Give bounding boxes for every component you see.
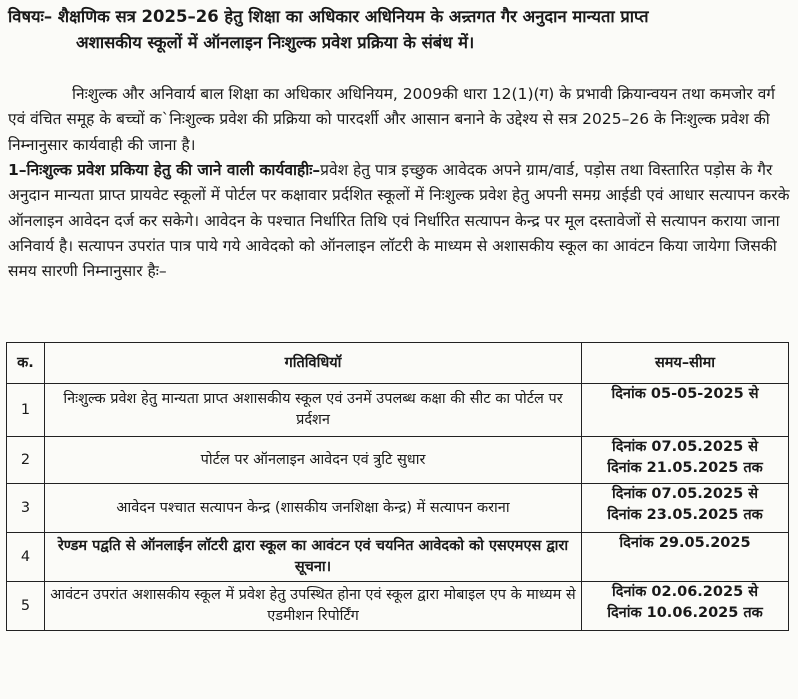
- row-activity: पोर्टल पर ऑनलाइन आवेदन एवं त्रुटि सुधार: [45, 437, 582, 484]
- row-time-end: दिनांक 23.05.2025 तक: [607, 507, 763, 523]
- row-time: [582, 582, 789, 631]
- table-row: [7, 437, 789, 484]
- row-time-start: दिनांक 07.05.2025 से: [611, 439, 759, 455]
- table-row: [7, 384, 789, 437]
- intro-paragraph: [8, 82, 790, 158]
- row-time: [582, 484, 789, 533]
- header-time-limit: समय–सीमा: [582, 343, 789, 384]
- table-header-row: [7, 343, 789, 384]
- table-row: [7, 582, 789, 631]
- row-time-start: दिनांक 07.05.2025 से: [611, 486, 759, 502]
- row-time-start: दिनांक 02.06.2025 से: [611, 584, 759, 600]
- row-time-start: दिनांक 29.05.2025: [619, 535, 751, 551]
- subject-heading: [8, 4, 788, 56]
- table-row: [7, 533, 789, 582]
- intro-text: निःशुल्क और अनिवार्य बाल शिक्षा का अधिकार अधिनियम, 2009की धारा 12(1)(ग) के प्रभावी क्रियान्वयन तथा कमजोर वर्ग एवं वंचित समूह के बच्चों क`निःशुल्क प्रवेश की प्रक्रिया को पारदर्शी और आसान बनाने के उद्देश्य से सत्र 2025–26 के निःशुल्क प्रवेश की निम्नानुसार कार्यवाही की जाना है।: [8, 85, 776, 154]
- section-1-paragraph: [8, 158, 790, 284]
- section-1-heading: 1–निःशुल्क प्रवेश प्रकिया हेतु की जाने वाली कार्यवाहीः–: [8, 161, 321, 179]
- row-time: [582, 437, 789, 484]
- row-time: [582, 533, 789, 582]
- row-activity: आवेदन पश्चात सत्यापन केन्द्र (शासकीय जनशिक्षा केन्द्र) में सत्यापन कराना: [45, 484, 582, 533]
- row-activity: रेण्डम पद्वति से ऑनलाईन लॉटरी द्वारा स्कूल का आवंटन एवं चयनित आवेदको को एसएमएस द्वारा सूचना।: [45, 533, 582, 582]
- row-time-end: दिनांक 21.05.2025 तक: [607, 460, 763, 476]
- row-serial: 1: [7, 384, 45, 437]
- row-time-start: दिनांक 05-05-2025 से: [611, 386, 759, 402]
- section-1-body: प्रवेश हेतु पात्र इच्छुक आवेदक अपने ग्राम/वार्ड, पड़ोस तथा विस्तारित पड़ोस के गैर अनुदान मान्यता प्राप्त प्रायवेट स्कूलों में पोर्टल पर कक्षावार प्रर्दशित स्कूलों में निःशुल्क प्रवेश हेतु अपनी समग्र आईडी एवं आधार सत्यापन करके ऑनलाइन आवेदन दर्ज कर सकेगे। आवेदन के पश्चात निर्धारित तिथि एवं निर्धारित सत्यापन केन्द्र पर मूल दस्तावेजों से सत्यापन कराया जाना अनिवार्य है। सत्यापन उपरांत पात्र पाये गये आवेदको को ऑनलाइन लॉटरी के माध्यम से अशासकीय स्कूल का आवंटन किया जायेगा जिसकी समय सारणी निम्नानुसार हैः–: [8, 161, 790, 281]
- row-serial: 5: [7, 582, 45, 631]
- header-activities: गतिविधियॉ: [45, 343, 582, 384]
- header-serial: क.: [7, 343, 45, 384]
- row-serial: 2: [7, 437, 45, 484]
- row-time: [582, 384, 789, 437]
- row-activity: आवंटन उपरांत अशासकीय स्कूल में प्रवेश हेतु उपस्थित होना एवं स्कूल द्वारा मोबाइल एप के माध्यम से एडमीशन रिपोर्टिंग: [45, 582, 582, 631]
- subject-line-2: अशासकीय स्कूलों में ऑनलाइन निःशुल्क प्रवेश प्रक्रिया के संबंध में।: [76, 33, 475, 52]
- subject-line-1: विषयः– शैक्षणिक सत्र 2025–26 हेतु शिक्षा का अधिकार अधिनियम के अन्र्तगत गैर अनुदान मान्यता प्राप्त: [8, 7, 649, 26]
- row-serial: 3: [7, 484, 45, 533]
- table-row: [7, 484, 789, 533]
- row-serial: 4: [7, 533, 45, 582]
- row-time-end: दिनांक 10.06.2025 तक: [607, 605, 763, 621]
- schedule-table: [6, 342, 789, 631]
- row-activity: निःशुल्क प्रवेश हेतु मान्यता प्राप्त अशासकीय स्कूल एवं उनमें उपलब्ध कक्षा की सीट का पोर्टल पर प्रर्दशन: [45, 384, 582, 437]
